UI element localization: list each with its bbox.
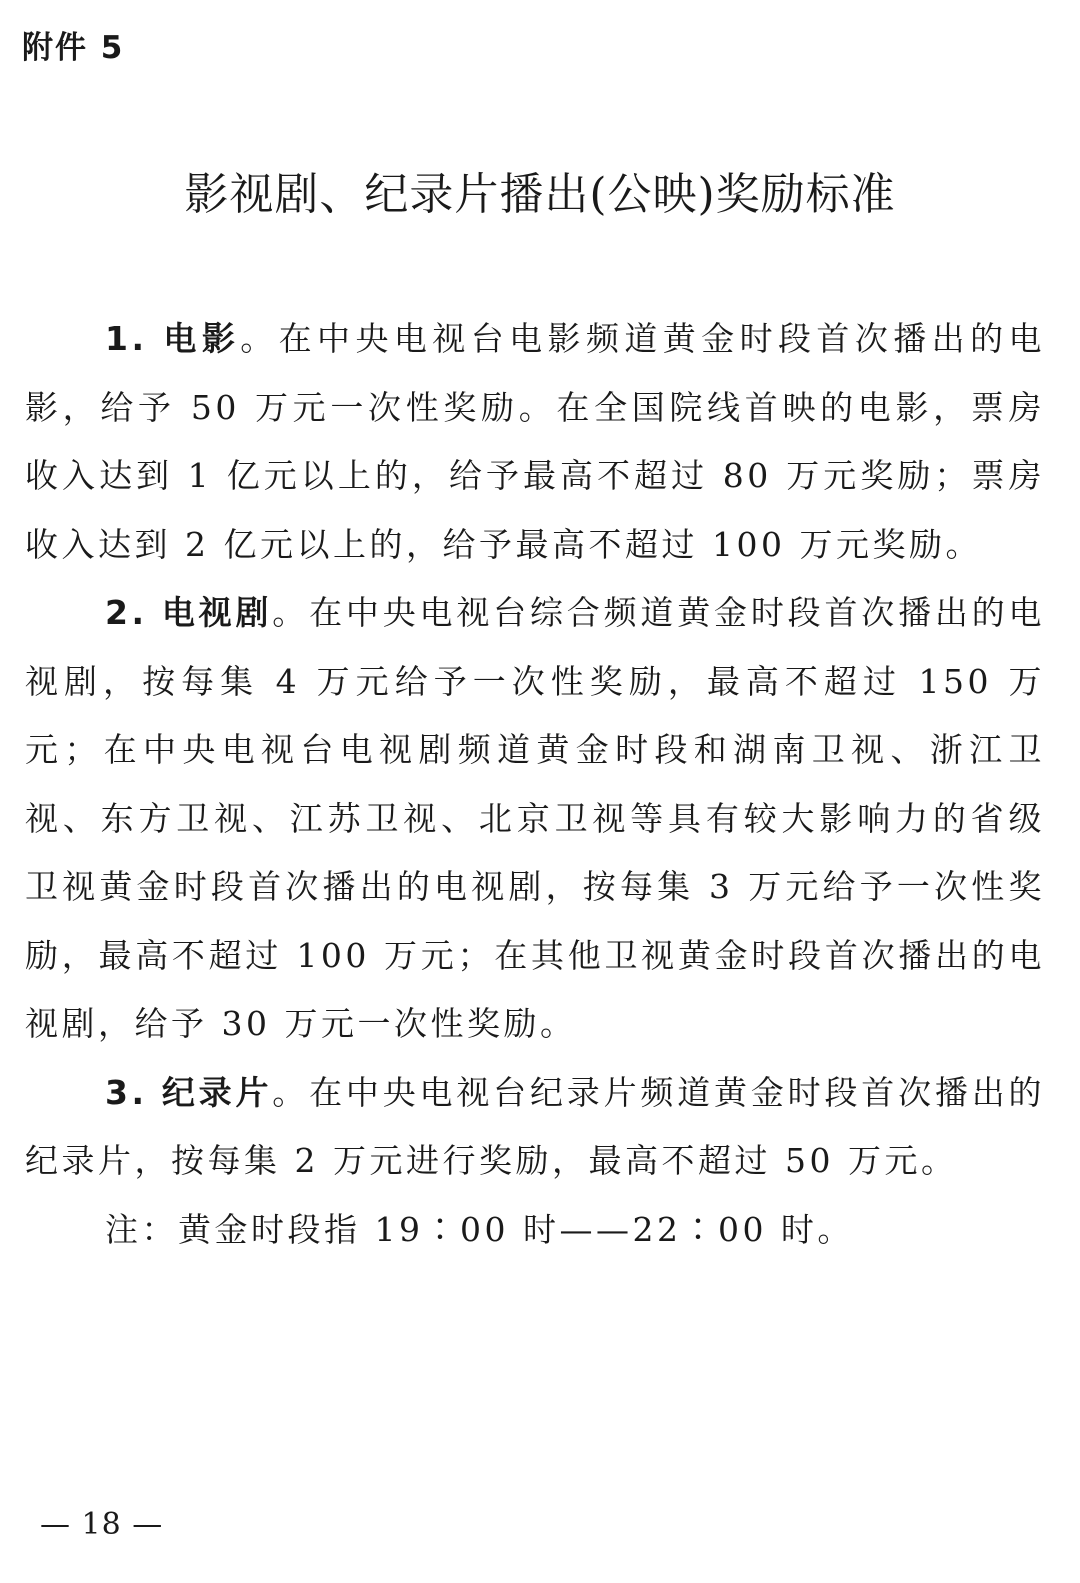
paragraph-text: 。在中央电视台综合频道黄金时段首次播出的电视剧，按每集 4 万元给予一次性奖励，最高不超过 150 万元；在中央电视台电视剧频道黄金时段和湖南卫视、浙江卫视、东方卫视、江苏卫视、北京卫视等具有较大影响力的省级卫视黄金时段首次播出的电视剧，按每集 3 万元给予一次性奖励，最高不超过 100 万元；在其他卫视黄金时段首次播出的电视剧，给予 30 万元一次性奖励。 <box>25 593 1045 1043</box>
paragraph-number: 1. <box>105 319 148 358</box>
document-body <box>25 305 1045 1264</box>
document-title: 影视剧、纪录片播出(公映)奖励标准 <box>184 169 896 220</box>
paragraph-tv-drama <box>25 579 1045 1059</box>
paragraph-film <box>25 305 1045 579</box>
paragraph-number: 3. <box>105 1072 148 1112</box>
paragraph-heading: 电影 <box>163 319 241 358</box>
page-number: — 18 — <box>40 1507 164 1542</box>
paragraph-documentary <box>25 1059 1045 1196</box>
paragraph-number: 2. <box>105 593 148 632</box>
paragraph-text: 。在中央电视台电影频道黄金时段首次播出的电影，给予 50 万元一次性奖励。在全国院线首映的电影，票房收入达到 1 亿元以上的，给予最高不超过 80 万元奖励；票房收入达到 2 亿元以上的，给予最高不超过 100 万元奖励。 <box>25 319 1045 564</box>
paragraph-heading: 电视剧 <box>161 593 273 632</box>
paragraph-text: 。在中央电视台纪录片频道黄金时段首次播出的纪录片，按每集 2 万元进行奖励，最高不超过 50 万元。 <box>25 1072 1045 1180</box>
attachment-label: 附件 5 <box>22 30 125 66</box>
paragraph-heading: 纪录片 <box>161 1072 273 1112</box>
note-line: 注：黄金时段指 19∶00 时——22∶00 时。 <box>105 1209 854 1249</box>
